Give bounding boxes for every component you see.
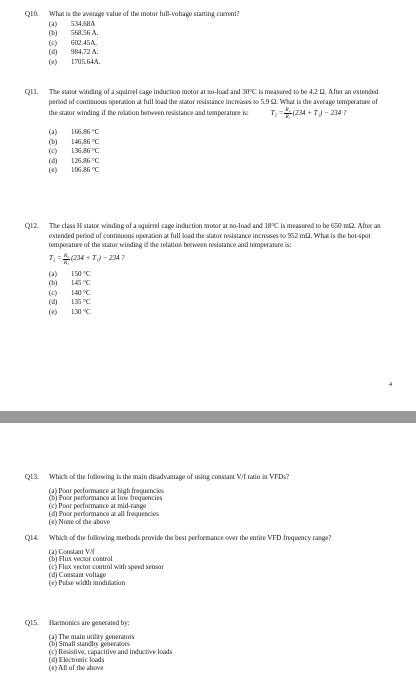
option-c: (c) Resistive, capacitive and inductive loads [49, 648, 173, 657]
option-b: (b) Small standby generators [49, 640, 130, 649]
option-c: (c) 140 °C [49, 288, 91, 297]
document-page-2 [0, 423, 416, 700]
option-c: (c) Poor performance at mid-range [49, 502, 147, 511]
option-e: (e) Pulse width modulation [49, 578, 126, 587]
option-d: (d) Constant voltage [49, 570, 107, 579]
option-b: (b) Poor performance at low frequencies [49, 494, 163, 503]
option-e: (e) 106.86 °C [49, 166, 100, 174]
question-15 [25, 619, 385, 672]
option-list [49, 549, 385, 588]
question-text: What is the average value of the motor full-voltage starting current? [49, 10, 240, 18]
option-a: (a) Poor performance at high frequencies [49, 486, 164, 495]
question-number: Q15. [25, 619, 39, 627]
option-a: (a) Constant V/f [49, 547, 95, 556]
page-number: 4 [389, 382, 392, 388]
option-c: (c) 602.45A. [49, 38, 98, 47]
option-e: (e) 1705.64A. [49, 57, 101, 66]
option-d: (d) Electronic loads [49, 655, 105, 664]
temperature-formula: T₂ = $\frac{\text{R₂}}{\text{R₁}}$ (234 + T₁) − 234 ? [49, 252, 125, 266]
option-list [49, 128, 385, 176]
temperature-formula: T₂ = $\frac{\text{R₂}}{\text{R₁}}$ (234 + T₁) − 234 ? [270, 107, 347, 120]
question-text: Which of the following is the main disadvantage of using constant V/f ratio in VFDs? [49, 473, 290, 481]
question-text: Which of the following methods provide the best performance over the entire VFD frequency range? [49, 534, 332, 542]
option-b: (b) 145 °C [49, 279, 91, 287]
option-e: (e) None of the above [49, 517, 111, 526]
question-number: Q14. [25, 534, 39, 542]
option-b: (b) 568.56 A. [49, 29, 99, 37]
question-13 [25, 473, 385, 526]
option-e: (e) All of the above [49, 663, 104, 672]
option-b: (b) Flux vector control [49, 555, 113, 564]
option-b: (b) 146.86 °C [49, 137, 100, 146]
question-text: The stator winding of a squirrel cage induction motor at no-load and 30°C is measured to be 4.2 Ω. After an extended period of continuous operation at full load the stator resistance increases to 5.9 Ω. What is the average temperature of the stator winding if the relation between resistance and temperature is: [49, 88, 379, 117]
question-11 [25, 88, 385, 176]
option-a: (a) 150 °C [49, 269, 91, 278]
question-number: Q13. [25, 473, 39, 481]
option-d: (d) 126.86 °C [49, 156, 100, 165]
option-list [49, 270, 385, 318]
option-list [49, 488, 385, 527]
question-text: The class H stator winding of a squirrel cage induction motor at no-load and 18°C is measured to be 650 mΩ. After an extended period of continuous operation at full load the stator resistance increases to 952 mΩ. What is the hot-spot temperature of the stator winding if the relation between resistance and temperature is: [49, 222, 381, 249]
option-c: (c) 136.86 °C [49, 147, 100, 155]
option-list [49, 634, 385, 673]
question-text: Harmonics are generated by: [49, 619, 130, 627]
question-12 [25, 222, 385, 317]
option-d: (d) Poor performance at all frequencies [49, 509, 159, 518]
option-a: (a) 534.68A [49, 19, 96, 28]
question-number: Q11. [25, 88, 39, 96]
option-list [49, 20, 385, 68]
option-d: (d) 135 °C [49, 298, 91, 306]
option-e: (e) 130 °C [49, 307, 91, 316]
question-number: Q12. [25, 222, 39, 230]
question-10 [25, 10, 385, 67]
question-number: Q10. [25, 10, 39, 18]
option-a: (a) The main utility generators [49, 632, 135, 641]
question-14 [25, 534, 385, 587]
option-d: (d) 984.72 A. [49, 48, 99, 56]
option-a: (a) 166.86 °C [49, 128, 100, 136]
option-c: (c) Flux vector control with speed sensor [49, 563, 164, 572]
